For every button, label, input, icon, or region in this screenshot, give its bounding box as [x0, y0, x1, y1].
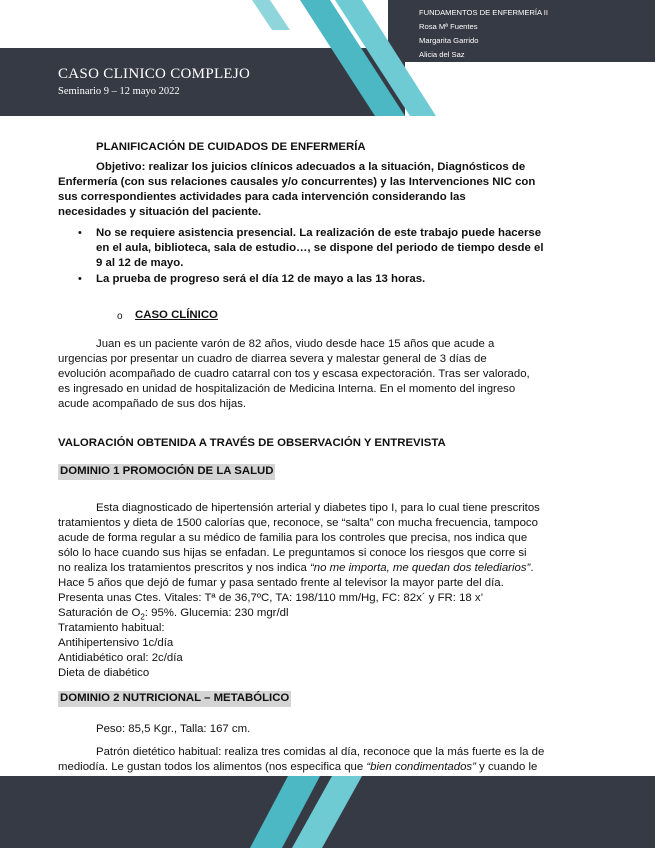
domain1-line-2: tratamientos y dieta de 1500 calorías que, reconoce, se “salta” con mucha frecuencia, tampoco — [58, 517, 538, 529]
treatment-item-3: Dieta de diabético — [58, 667, 150, 679]
case-line-5: acude acompañado de sus dos hijas. — [58, 398, 247, 410]
course-name: FUNDAMENTOS DE ENFERMERÍA II — [419, 8, 548, 17]
author-1: Rosa Mª Fuentes — [419, 22, 478, 31]
weight-height: Peso: 85,5 Kgr., Talla: 167 cm. — [96, 723, 251, 735]
domain1-line-5-pre: no realiza los tratamientos prescritos y nos indica — [58, 562, 310, 574]
treatment-heading: Tratamiento habitual: — [58, 622, 165, 634]
case-bullet: o — [117, 311, 123, 322]
case-subtitle: Seminario 9 – 12 mayo 2022 — [58, 86, 180, 97]
domain1-line-1: Esta diagnosticado de hipertensión arterial y diabetes tipo I, para lo cual tiene prescritos — [96, 502, 540, 514]
objective-line-3: sus correspondientes actividades para cada intervención considerando las — [58, 191, 466, 203]
objective-line-4: necesidades y situación del paciente. — [58, 206, 262, 218]
case-line-4: es ingresado en unidad de hospitalización de Medicina Interna. En el momento del ingreso — [58, 383, 516, 395]
objective-line-1: Objetivo: realizar los juicios clínicos adecuados a la situación, Diagnósticos de — [96, 161, 526, 173]
domain2-heading: DOMINIO 2 NUTRICIONAL – METABÓLICO — [58, 691, 291, 707]
domain1-line-5-post: . — [530, 562, 534, 574]
author-3: Alicia del Saz — [419, 50, 465, 59]
planning-heading: PLANIFICACIÓN DE CUIDADOS DE ENFERMERÍA — [96, 141, 366, 153]
domain1-line-5 — [58, 561, 534, 577]
domain2-line-2-post: y cuando le — [475, 761, 538, 773]
case-line-1: Juan es un paciente varón de 82 años, viudo desde hace 15 años que acude a — [96, 338, 495, 350]
treatment-item-1: Antihipertensivo 1c/día — [58, 637, 174, 649]
bullet-2-line-1: La prueba de progreso será el día 12 de mayo a las 13 horas. — [96, 273, 426, 285]
case-title: CASO CLINICO COMPLEJO — [58, 66, 251, 82]
saturation-subscript: 2 — [140, 612, 145, 622]
treatment-item-2: Antidiabético oral: 2c/día — [58, 652, 183, 664]
domain1-line-3: acude de forma regular a su médico de familia para los controles que precisa, nos indica que — [58, 532, 528, 544]
author-2: Margarita Garrido — [419, 36, 479, 45]
domain2-quote: “bien condimentados” — [366, 761, 476, 773]
bullet-1-line-1: No se requiere asistencia presencial. La realización de este trabajo puede hacerse — [96, 227, 542, 239]
domain2-line-2 — [58, 760, 537, 776]
objective-line-2: Enfermería (con sus relaciones causales y/o concurrentes) y las Intervenciones NIC con — [58, 176, 536, 188]
saturation-pre: Saturación de O — [58, 607, 141, 619]
case-line-2: urgencias por presentar un cuadro de diarrea severa y malestar general de 3 días de — [58, 353, 487, 365]
domain1-line-6: Hace 5 años que dejó de fumar y pasa sentado frente al televisor la mayor parte del día. — [58, 577, 504, 589]
domain2-line-1: Patrón dietético habitual: realiza tres comidas al día, reconoce que la más fuerte es la de — [96, 746, 545, 758]
bullet-dot: • — [78, 273, 82, 285]
vital-signs: Presenta unas Ctes. Vitales: Tª de 36,7ºC, TA: 198/110 mm/Hg, FC: 82x´ y FR: 18 x’ — [58, 592, 484, 604]
domain1-heading: DOMINIO 1 PROMOCIÓN DE LA SALUD — [58, 464, 275, 480]
saturation-post: : 95%. Glucemia: 230 mgr/dl — [144, 607, 289, 619]
bullet-dot: • — [78, 227, 82, 239]
bullet-1-line-3: 9 al 12 de mayo. — [96, 257, 184, 269]
case-label: CASO CLÍNICO — [135, 309, 218, 321]
case-line-3: evolución acompañado de cuadro catarral con tos y escasa expectoración. Tras ser valorado, — [58, 368, 530, 380]
domain1-line-4: sólo lo hace cuando sus hijas se enfadan. Le preguntamos si conoce los riesgos que corre si — [58, 547, 527, 559]
domain2-line-2-pre: mediodía. Le gustan todos los alimentos (nos especifica que — [58, 761, 367, 773]
assessment-heading: VALORACIÓN OBTENIDA A TRAVÉS DE OBSERVACIÓN Y ENTREVISTA — [58, 437, 446, 449]
domain1-quote: “no me importa, me quedan dos telediarios” — [309, 562, 531, 574]
bullet-1-line-2: en el aula, biblioteca, sala de estudio…, se dispone del periodo de tiempo desde el — [96, 242, 544, 254]
